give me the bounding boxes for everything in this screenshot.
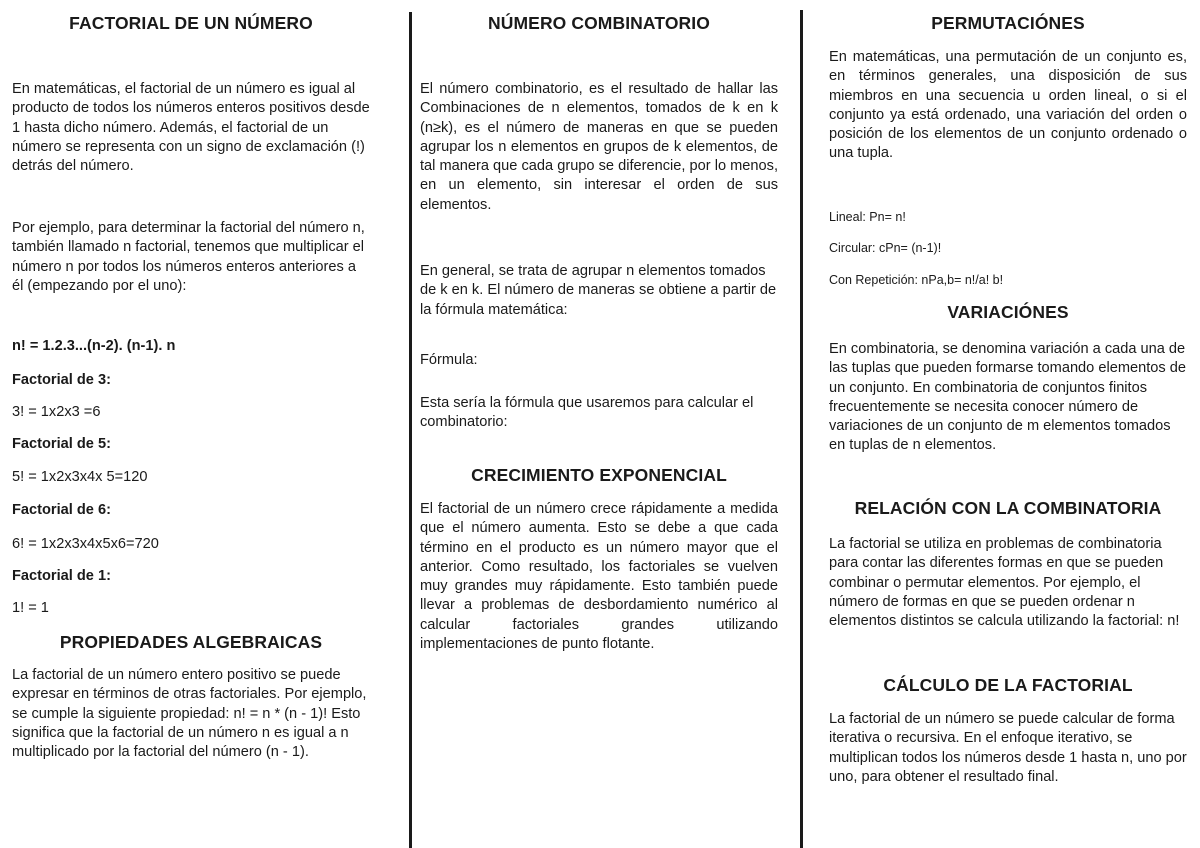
factorial-formula: n! = 1.2.3...(n-2). (n-1). n [12, 338, 176, 354]
factorial-example-text: Por ejemplo, para determinar la factorial del número n, también llamado n factorial, tenemos que multiplicar el número n por todos los números enteros anteriores a él (empezando por el uno): [12, 220, 365, 294]
column-divider-right [800, 10, 803, 848]
factorial-intro: En matemáticas, el factorial de un número es igual al producto de todos los números enteros positivos desde 1 hasta dicho número. Además, el factorial de un número se representa con un signo de exclamación (!) detrás del número. [12, 81, 370, 175]
example-value: 6! = 1x2x3x4x5x6=720 [12, 536, 159, 552]
combinatorio-p2: En general, se trata de agrupar n elementos tomados de k en k. El número de maneras se obtiene a partir de la fórmula matemática: [420, 263, 777, 318]
crecimiento-title: CRECIMIENTO EXPONENCIAL [471, 465, 727, 485]
calculo-text: La factorial de un número se puede calcular de forma iterativa o recursiva. En el enfoque iterativo, se multiplican todos los números desde 1 hasta n, uno por uno, para obtener el resultado final. [829, 711, 1187, 785]
formula-label: Fórmula: [420, 352, 478, 368]
variaciones-text: En combinatoria, se denomina variación a cada una de las tuplas que pueden formarse tomando elementos de un conjunto. En combinatoria de conjuntos finitos frecuentemente se necesita conocer número de variaciones de un conjunto de m elementos tomados en tuplas de n elementos. [829, 341, 1186, 454]
variaciones-title: VARIACIÓNES [947, 302, 1069, 322]
combinatorio-p1: El número combinatorio, es el resultado de hallar las Combinaciones de n elementos, tomados de k en k (n≥k), es el número de maneras en que se pueden agrupar los n elementos en grupos de k elementos, de tal manera que cada grupo se diferencie, por lo menos, en un elemento, sin interesar el orden de sus elementos. [420, 81, 778, 213]
propiedades-text: La factorial de un número entero positivo se puede expresar en términos de otras factoriales. Por ejemplo, se cumple la siguiente propiedad: n! = n * (n - 1)! Esto significa que la factorial de un número n es igual a n multiplicado por la factorial del número (n - 1). [12, 667, 367, 761]
propiedades-title: PROPIEDADES ALGEBRAICAS [59, 632, 323, 652]
permutacion-circular: Circular: cPn= (n-1)! [829, 241, 942, 255]
relacion-text: La factorial se utiliza en problemas de combinatoria para contar las diferentes formas en que se pueden combinar o permutar elementos. Por ejemplo, el número de formas en que se pueden ordenar n elementos distintos se calcula utilizando la factorial: n! [829, 536, 1180, 630]
example-label: Factorial de 6: [12, 502, 111, 518]
combinatorio-p3: Esta sería la fórmula que usaremos para calcular el combinatorio: [420, 395, 754, 431]
example-label: Factorial de 3: [12, 372, 111, 388]
relacion-title: RELACIÓN CON LA COMBINATORIA [854, 498, 1162, 518]
example-value: 1! = 1 [12, 600, 49, 616]
permutacion-lineal: Lineal: Pn= n! [829, 210, 906, 224]
permutacion-repeticion: Con Repetición: nPa,b= n!/a! b! [829, 273, 1004, 287]
example-value: 3! = 1x2x3 =6 [12, 404, 101, 420]
combinatorio-title: NÚMERO COMBINATORIO [488, 13, 710, 33]
example-label: Factorial de 5: [12, 436, 111, 452]
example-label: Factorial de 1: [12, 568, 111, 584]
calculo-title: CÁLCULO DE LA FACTORIAL [883, 675, 1133, 695]
example-value: 5! = 1x2x3x4x 5=120 [12, 469, 148, 485]
permutaciones-title: PERMUTACIÓNES [931, 13, 1085, 33]
permutaciones-text: En matemáticas, una permutación de un conjunto es, en términos generales, una disposición de sus miembros en una secuencia u orden lineal, o si el conjunto ya está ordenado, una variación del orden o posición de los elementos de un conjunto ordenado o una tupla. [829, 49, 1187, 162]
column-divider-left [409, 12, 412, 848]
factorial-title: FACTORIAL DE UN NÚMERO [69, 13, 313, 33]
crecimiento-text: El factorial de un número crece rápidamente a medida que el número aumenta. Esto se debe a que cada término en el producto es un número mayor que el anterior. Como resultado, los factoriales se vuelven muy grandes muy rápidamente. Esto también puede llevar a problemas de desbordamiento numérico al calcular factoriales grandes utilizando implementaciones de punto flotante. [420, 501, 778, 653]
